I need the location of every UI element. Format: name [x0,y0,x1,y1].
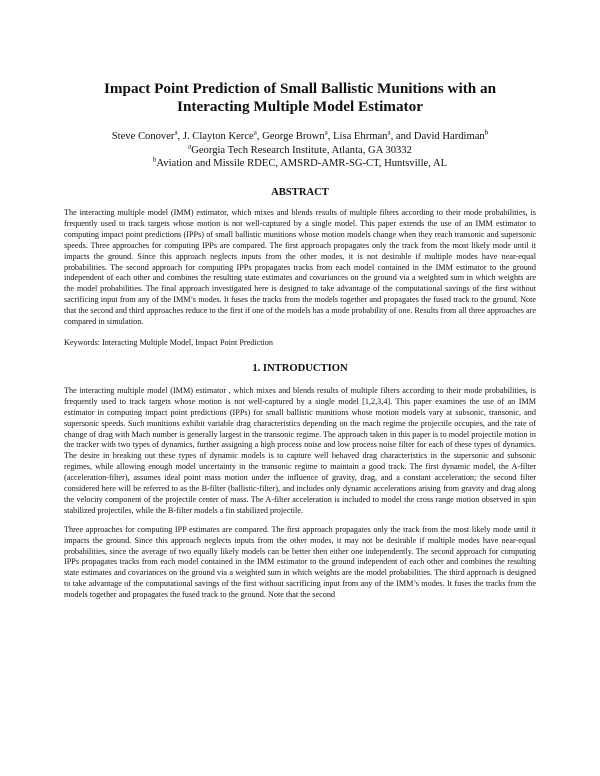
abstract-heading: ABSTRACT [271,187,329,198]
affil-mark: a [188,142,192,151]
keywords: Keywords: Interacting Multiple Model, Impact Point Prediction [64,337,273,347]
author-name: George Brown [262,131,325,142]
author-list: Steve Conover$^a$, J. Clayton Kerce$^a$, George Brown$^a$, Lisa Ehrman$^a$, and David Hardiman$^b$ [111,128,489,142]
affiliation-b [64,157,536,170]
author-name: Lisa Ehrman [333,131,388,142]
paper-title [64,80,536,116]
author-affil-mark: a [387,128,391,137]
title-line-1: Impact Point Prediction of Small Ballistic Munitions with an [103,80,497,97]
author-affil-mark: a [253,128,257,137]
affil-mark: b [152,155,157,164]
affiliation-text: Georgia Tech Research Institute, Atlanta, GA 30332 [191,145,412,156]
title-line-2: Interacting Multiple Model Estimator [177,98,423,115]
abstract-text: The interacting multiple model (IMM) estimator, which mixes and blends results of multiple filters according to their mode probabilities, is frequently used to track targets whose motion is not well-captured by a single model. This paper extends the use of an IMM estimator to computing impact point predictions (IPPs) of small ballistic munitions whose motion models change when they reach transonic and supersonic speeds. Three approaches for computing IPPs are compared. The first approach propagates only the track from the most likely mode until it impacts the ground. Since this approach neglects inputs from the other modes, it is not desirable if multiple modes have near-equal probabilities. The second approach for computing IPPs propagates tracks from each model contained in the IMM estimator to the ground independent of each other and combines the resulting state estimates and covariances on the ground via a weighted sum in which weights are the model probabilities. The final approach investigated here is designed to take advantage of the computational savings of the first without sacrificing input from any of the IMM’s modes. It fuses the tracks from the models together and propagates the fused track to the ground. Note that the second and third approaches reduce to the first if one of the models has a mode probability of one. Results from all three approaches are compared in simulation. [64,208,536,327]
introduction-heading: 1. INTRODUCTION [252,362,348,374]
author-name: and David Hardiman [395,131,485,142]
author-affil-mark: b [484,128,489,137]
author-name: Steve Conover [111,131,175,142]
author-affil-mark: a [174,128,178,137]
author-affil-mark: a [324,128,328,137]
affiliation-text: Aviation and Missile RDEC, AMSRD-AMR-SG-CT, Huntsville, AL [156,158,448,169]
introduction-paragraph-2: Three approaches for computing IPP estimates are compared. The first approach propagates only the track from the most likely mode until it impacts the ground. Since this approach neglects inputs from the other modes, it may not be desirable if multiple modes have near-equal probabilities, since the average of two equally likely models can be better then either one independently. The second approach for computing IPPs propagates tracks from each model contained in the IMM estimator to the ground independent of each other and combines the resulting state estimates and covariances on the ground via a weighted sum in which weights are the model probabilities. The third approach is designed to take advantage of the computational savings of the first without sacrificing input from any of the IMM’s modes. It fuses the tracks from the models together and propagates the fused track to the ground. Note that the second [64,524,536,600]
author-name: J. Clayton Kerce [182,131,254,142]
introduction-paragraph-1: The interacting multiple model (IMM) estimator , which mixes and blends results of multiple filters according to their mode probabilities, is frequently used to track targets whose motion is not well-captured by a single model [1,2,3,4]. This paper examines the use of an IMM estimator in computing impact point predictions (IPPs) for small ballistic munitions whose motion models vary at subsonic, transonic, and supersonic speeds. Such munitions exhibit variable drag characteristics depending on the mach regime the projectile occupies, and the rate of change of drag with Mach number is generally largest in the transonic regime. The approach taken in this paper is to model projectile motion in the tracker with two types of dynamics, further assigning a high process noise and low process noise filter for each of these types of dynamics. The desire in breaking out these types of dynamic models is to capture well behaved drag characteristics in the supersonic and subsonic regimes, while allowing enough model uncertainty in the transonic regime to maintain a good track. The first dynamic model, the A-filter (acceleration-filter), assumes ideal point mass motion under the influence of gravity, drag, and a constant acceleration; the second filter considered here will be referred to as the B-filter (ballistic-filter), and includes only dynamic accelerations arising from gravity and drag along the velocity component of the projectile center of mass. The A-filter acceleration is included to model the cross range motion observed in spin stabilized projectiles, while the B-filter models a fin stabilized projectile. [64,385,536,515]
affiliation-a [64,144,536,157]
